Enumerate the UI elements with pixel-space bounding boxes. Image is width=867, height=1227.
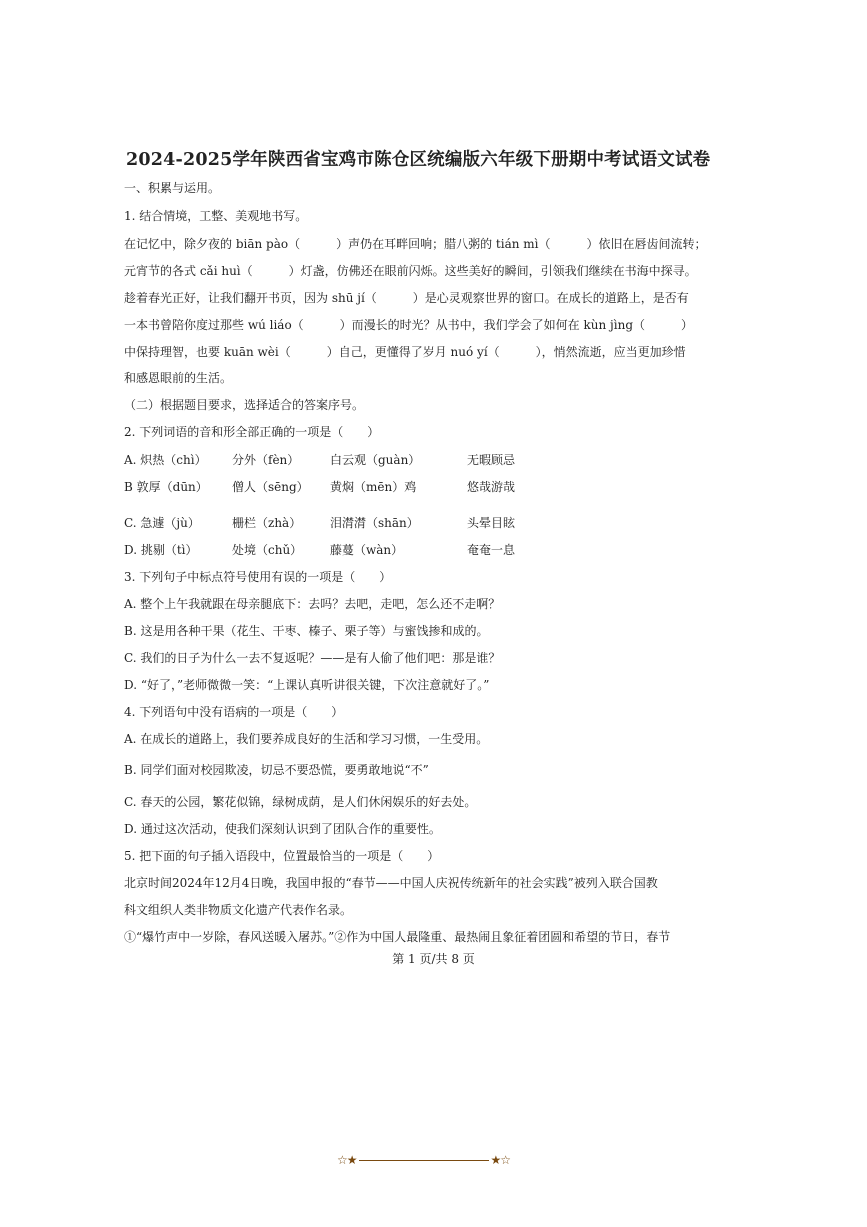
- option-c-word-3: 泪潸潸（shān）: [330, 516, 419, 530]
- question-3-option-b: B. 这是用各种干果（花生、干枣、榛子、栗子等）与蜜饯掺和成的。: [124, 624, 489, 638]
- option-c-label: C. 急遽（jù）: [124, 516, 200, 530]
- question-1-line: 趁着春光正好，让我们翻开书页，因为 shū jí（ ）是心灵观察世界的窗口。在成长的道路上，是否有: [124, 291, 689, 305]
- footer-ornament: [337, 1152, 537, 1168]
- question-3-option-a: A. 整个上午我就跟在母亲腿底下：去吗？去吧，走吧，怎么还不走啊？: [124, 597, 501, 611]
- option-c-word-2: 栅栏（zhà）: [232, 516, 302, 530]
- page-number: 第 1 页/共 8 页: [392, 952, 475, 966]
- section-heading-1: 一、积累与运用。: [124, 181, 221, 195]
- question-1-line: 元宵节的各式 cǎi huì（ ）灯盏，仿佛还在眼前闪烁。这些美好的瞬间，引领我们继续在书海中探寻。: [124, 264, 697, 278]
- option-b-word-4: 悠哉游哉: [467, 480, 516, 494]
- option-a-word-3: 白云观（guàn）: [330, 453, 421, 467]
- star-icon: ☆★: [337, 1153, 357, 1167]
- ornament-rule: [359, 1160, 489, 1161]
- option-d-label: D. 挑剔（tì）: [124, 543, 198, 557]
- question-4-stem: 4. 下列语句中没有语病的一项是（ ）: [124, 705, 344, 719]
- star-icon: ★☆: [490, 1153, 511, 1167]
- question-3-option-d: D. “好了，”老师微微一笑：“上课认真听讲很关键，下次注意就好了。”: [124, 678, 490, 692]
- option-b-word-3: 黄焖（mēn）鸡: [330, 480, 417, 494]
- option-a-label: A. 炽热（chì）: [124, 453, 207, 467]
- question-4-option-d: D. 通过这次活动，使我们深刻认识到了团队合作的重要性。: [124, 822, 441, 836]
- question-1-line: 一本书曾陪你度过那些 wú liáo（ ）而漫长的时光？从书中，我们学会了如何在 kùn jìng（ ）: [124, 318, 694, 332]
- question-1-line: 和感恩眼前的生活。: [124, 371, 233, 385]
- question-5-stem: 5. 把下面的句子插入语段中，位置最恰当的一项是（ ）: [124, 849, 440, 863]
- question-4-option-c: C. 春天的公园，繁花似锦，绿树成荫，是人们休闲娱乐的好去处。: [124, 795, 477, 809]
- question-5-line: 北京时间2024年12月4日晚，我国申报的“春节——中国人庆祝传统新年的社会实践”被列入联合国教: [124, 876, 658, 890]
- option-a-word-4: 无暇顾忌: [467, 453, 516, 467]
- option-b-word-2: 僧人（sēng）: [232, 480, 309, 494]
- question-5-line: 科文组织人类非物质文化遗产代表作名录。: [124, 903, 353, 917]
- question-4-option-b: B. 同学们面对校园欺凌，切忌不要恐慌，要勇敢地说“不”: [124, 763, 429, 777]
- option-d-word-3: 藤蔓（wàn）: [330, 543, 404, 557]
- question-1-stem: 1. 结合情境，工整、美观地书写。: [124, 209, 308, 223]
- option-c-word-4: 头晕目眩: [467, 516, 516, 530]
- question-1-line: 中保持理智，也要 kuān wèi（ ）自己，更懂得了岁月 nuó yí（ ），悄然流逝，应当更加珍惜: [124, 345, 686, 359]
- question-1-line: 在记忆中，除夕夜的 biān pào（ ）声仍在耳畔回响；腊八粥的 tián mì（ ）依旧在唇齿间流转；: [124, 237, 707, 251]
- page-title: 2024-2025学年陕西省宝鸡市陈仓区统编版六年级下册期中考试语文试卷: [126, 150, 711, 170]
- option-d-word-4: 奄奄一息: [467, 543, 516, 557]
- question-3-stem: 3. 下列句子中标点符号使用有误的一项是（ ）: [124, 570, 392, 584]
- question-2-stem: 2. 下列词语的音和形全部正确的一项是（ ）: [124, 425, 380, 439]
- section-heading-2: （二）根据题目要求，选择适合的答案序号。: [124, 398, 365, 412]
- option-b-label: B 敦厚（dūn）: [124, 480, 208, 494]
- option-a-word-2: 分外（fèn）: [232, 453, 300, 467]
- option-d-word-2: 处境（chǔ）: [232, 543, 303, 557]
- question-5-line: ①“爆竹声中一岁除，春风送暖入屠苏。”②作为中国人最隆重、最热闹且象征着团圆和希望的节日，春节: [124, 930, 671, 944]
- question-4-option-a: A. 在成长的道路上，我们要养成良好的生活和学习习惯，一生受用。: [124, 732, 489, 746]
- question-3-option-c: C. 我们的日子为什么一去不复返呢？——是有人偷了他们吧：那是谁？: [124, 651, 501, 665]
